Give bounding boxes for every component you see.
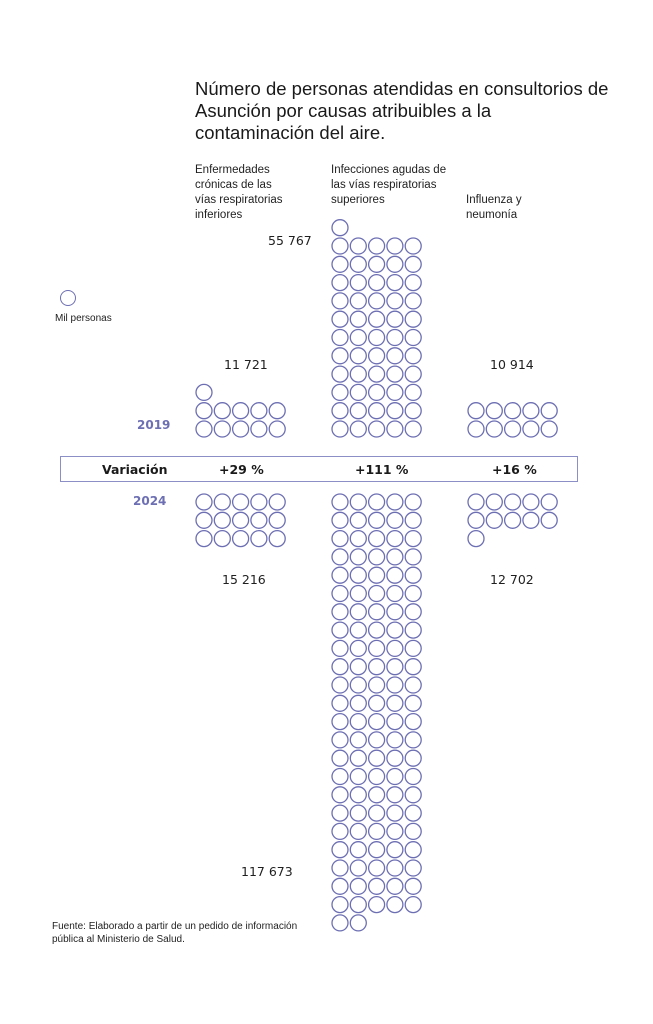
dot-2019-inferiores-6 xyxy=(196,403,212,419)
dot-2019-superiores-23 xyxy=(369,348,385,364)
variation-influenza: +16 % xyxy=(492,462,537,477)
dot-2019-superiores-26 xyxy=(332,330,348,346)
dot-2019-inferiores-1 xyxy=(196,421,212,437)
value-2019-superiores: 55 767 xyxy=(268,233,312,248)
dot-2024-inferiores-15 xyxy=(269,531,285,547)
dot-2019-influenza-2 xyxy=(486,421,502,437)
dot-2024-superiores-46 xyxy=(332,659,348,675)
dot-2024-superiores-103 xyxy=(369,860,385,876)
dot-2019-superiores-16 xyxy=(332,366,348,382)
dot-2024-superiores-74 xyxy=(387,750,403,766)
dot-2024-superiores-16 xyxy=(332,549,348,565)
dot-2024-superiores-9 xyxy=(387,512,403,528)
dot-2019-superiores-51 xyxy=(332,238,348,254)
dot-2019-influenza-4 xyxy=(523,421,539,437)
dot-2024-superiores-93 xyxy=(369,823,385,839)
dot-2019-superiores-34 xyxy=(387,311,403,327)
dot-2024-superiores-47 xyxy=(350,659,366,675)
dot-2024-superiores-40 xyxy=(405,622,421,638)
dot-2024-superiores-79 xyxy=(387,769,403,785)
dot-2024-superiores-90 xyxy=(405,805,421,821)
dot-2019-superiores-12 xyxy=(350,384,366,400)
dot-2024-superiores-13 xyxy=(369,531,385,547)
dot-2024-influenza-1 xyxy=(468,494,484,510)
dot-2024-superiores-80 xyxy=(405,769,421,785)
dot-2019-superiores-17 xyxy=(350,366,366,382)
dot-2019-inferiores-9 xyxy=(251,403,267,419)
dot-2019-inferiores-8 xyxy=(233,403,249,419)
dot-2024-influenza-11 xyxy=(468,531,484,547)
dot-2019-superiores-24 xyxy=(387,348,403,364)
category-label-influenza: Influenza y neumonía xyxy=(466,194,522,221)
dot-2019-superiores-19 xyxy=(387,366,403,382)
dot-2019-superiores-49 xyxy=(387,256,403,272)
dot-2019-superiores-47 xyxy=(350,256,366,272)
dot-2024-superiores-100 xyxy=(405,842,421,858)
dot-2019-superiores-15 xyxy=(405,384,421,400)
dot-2024-influenza-7 xyxy=(486,512,502,528)
category-label-superiores: Infecciones agudas de las vías respiratorias superiores xyxy=(331,164,447,206)
dot-2024-superiores-66 xyxy=(332,732,348,748)
dot-2024-superiores-111 xyxy=(332,897,348,913)
dot-2019-superiores-20 xyxy=(405,366,421,382)
dot-2024-superiores-12 xyxy=(350,531,366,547)
dot-2024-superiores-99 xyxy=(387,842,403,858)
dot-2019-influenza-3 xyxy=(505,421,521,437)
dot-2024-superiores-42 xyxy=(350,640,366,656)
dot-2024-superiores-107 xyxy=(350,878,366,894)
dot-2024-superiores-62 xyxy=(350,714,366,730)
dot-2019-superiores-35 xyxy=(405,311,421,327)
dot-2024-inferiores-9 xyxy=(251,512,267,528)
dot-2024-superiores-73 xyxy=(369,750,385,766)
dot-2024-superiores-56 xyxy=(332,695,348,711)
dot-2024-superiores-115 xyxy=(405,897,421,913)
dot-2024-superiores-43 xyxy=(369,640,385,656)
dot-2024-influenza-6 xyxy=(468,512,484,528)
dot-2024-superiores-81 xyxy=(332,787,348,803)
dot-2024-superiores-49 xyxy=(387,659,403,675)
dot-2024-superiores-38 xyxy=(369,622,385,638)
dot-2024-superiores-44 xyxy=(387,640,403,656)
dot-2019-inferiores-5 xyxy=(269,421,285,437)
dot-2024-superiores-64 xyxy=(387,714,403,730)
dot-2024-superiores-59 xyxy=(387,695,403,711)
dot-2019-superiores-27 xyxy=(350,330,366,346)
dot-2024-superiores-4 xyxy=(387,494,403,510)
value-2019-influenza: 10 914 xyxy=(490,357,534,372)
dot-2019-superiores-50 xyxy=(405,256,421,272)
dot-2024-superiores-8 xyxy=(369,512,385,528)
dot-2024-superiores-5 xyxy=(405,494,421,510)
year-label-2019: 2019 xyxy=(137,418,171,432)
dot-2024-superiores-114 xyxy=(387,897,403,913)
dot-2019-influenza-1 xyxy=(468,421,484,437)
dot-2024-superiores-48 xyxy=(369,659,385,675)
dot-2019-superiores-52 xyxy=(350,238,366,254)
dot-2024-superiores-50 xyxy=(405,659,421,675)
dot-2024-superiores-6 xyxy=(332,512,348,528)
dot-2024-superiores-89 xyxy=(387,805,403,821)
dot-2019-superiores-10 xyxy=(405,403,421,419)
dot-2024-superiores-34 xyxy=(387,604,403,620)
dot-2019-superiores-21 xyxy=(332,348,348,364)
variation-superiores: +111 % xyxy=(355,462,409,477)
dot-2024-superiores-1 xyxy=(332,494,348,510)
dot-2024-inferiores-3 xyxy=(233,494,249,510)
dot-2024-inferiores-8 xyxy=(233,512,249,528)
variation-label: Variación xyxy=(102,462,168,477)
dot-2024-superiores-75 xyxy=(405,750,421,766)
dot-2024-superiores-67 xyxy=(350,732,366,748)
dot-2024-superiores-87 xyxy=(350,805,366,821)
dot-2024-superiores-117 xyxy=(350,915,366,931)
dot-2024-superiores-20 xyxy=(405,549,421,565)
chart-title: Número de personas atendidas en consultorios de Asunción por causas atribuibles a la contaminación del aire. xyxy=(195,78,609,143)
dot-2019-superiores-42 xyxy=(350,275,366,291)
dot-2024-influenza-2 xyxy=(486,494,502,510)
value-2019-inferiores: 11 721 xyxy=(224,357,268,372)
dot-2024-superiores-25 xyxy=(405,567,421,583)
dot-2024-inferiores-6 xyxy=(196,512,212,528)
dot-2019-superiores-13 xyxy=(369,384,385,400)
dot-2019-influenza-6 xyxy=(468,403,484,419)
dot-2019-superiores-32 xyxy=(350,311,366,327)
dot-2024-superiores-91 xyxy=(332,823,348,839)
dot-2024-inferiores-14 xyxy=(251,531,267,547)
dot-2019-superiores-43 xyxy=(369,275,385,291)
dot-2019-superiores-53 xyxy=(369,238,385,254)
source-note: Fuente: Elaborado a partir de un pedido de información pública al Ministerio de Salud. xyxy=(52,921,298,945)
dot-2019-superiores-18 xyxy=(369,366,385,382)
dot-2024-superiores-116 xyxy=(332,915,348,931)
dot-2019-superiores-37 xyxy=(350,293,366,309)
legend-label: Mil personas xyxy=(55,313,112,324)
dot-2024-superiores-11 xyxy=(332,531,348,547)
dot-2024-superiores-28 xyxy=(369,586,385,602)
dot-2024-superiores-22 xyxy=(350,567,366,583)
dot-2024-superiores-35 xyxy=(405,604,421,620)
dot-2024-superiores-19 xyxy=(387,549,403,565)
dot-2024-inferiores-12 xyxy=(214,531,230,547)
dot-2019-superiores-39 xyxy=(387,293,403,309)
dot-2019-superiores-33 xyxy=(369,311,385,327)
dot-2019-superiores-44 xyxy=(387,275,403,291)
dot-2024-superiores-63 xyxy=(369,714,385,730)
dot-2019-superiores-11 xyxy=(332,384,348,400)
dot-2019-superiores-54 xyxy=(387,238,403,254)
dot-2024-superiores-105 xyxy=(405,860,421,876)
dot-2024-superiores-29 xyxy=(387,586,403,602)
dot-2024-superiores-15 xyxy=(405,531,421,547)
dot-2024-superiores-95 xyxy=(405,823,421,839)
category-label-inferiores: Enfermedades crónicas de las vías respiratorias inferiores xyxy=(195,164,283,221)
dot-2019-superiores-41 xyxy=(332,275,348,291)
dot-2024-superiores-72 xyxy=(350,750,366,766)
dot-2024-superiores-108 xyxy=(369,878,385,894)
dot-2024-superiores-51 xyxy=(332,677,348,693)
dot-2024-superiores-39 xyxy=(387,622,403,638)
dot-2019-inferiores-11 xyxy=(196,384,212,400)
dot-2024-superiores-26 xyxy=(332,586,348,602)
dot-2024-superiores-101 xyxy=(332,860,348,876)
dot-2019-influenza-10 xyxy=(541,403,557,419)
dot-2024-superiores-10 xyxy=(405,512,421,528)
dot-2024-superiores-21 xyxy=(332,567,348,583)
dot-2024-influenza-10 xyxy=(541,512,557,528)
dot-2019-inferiores-7 xyxy=(214,403,230,419)
dot-2024-inferiores-10 xyxy=(269,512,285,528)
dot-2019-superiores-3 xyxy=(369,421,385,437)
dot-2019-superiores-30 xyxy=(405,330,421,346)
dot-2019-superiores-28 xyxy=(369,330,385,346)
dot-2019-superiores-22 xyxy=(350,348,366,364)
dot-2024-superiores-110 xyxy=(405,878,421,894)
dot-2024-influenza-9 xyxy=(523,512,539,528)
dot-2024-superiores-68 xyxy=(369,732,385,748)
dot-2019-superiores-4 xyxy=(387,421,403,437)
dot-2024-superiores-113 xyxy=(369,897,385,913)
dot-2019-influenza-9 xyxy=(523,403,539,419)
year-label-2024: 2024 xyxy=(133,494,167,508)
dot-2024-superiores-18 xyxy=(369,549,385,565)
dot-2024-inferiores-1 xyxy=(196,494,212,510)
dot-2024-superiores-55 xyxy=(405,677,421,693)
dot-2024-superiores-57 xyxy=(350,695,366,711)
dot-2024-inferiores-2 xyxy=(214,494,230,510)
dot-2024-superiores-3 xyxy=(369,494,385,510)
dot-2019-superiores-8 xyxy=(369,403,385,419)
dot-2024-superiores-65 xyxy=(405,714,421,730)
dot-2024-superiores-85 xyxy=(405,787,421,803)
dot-2024-superiores-24 xyxy=(387,567,403,583)
dot-2019-superiores-5 xyxy=(405,421,421,437)
dot-2024-superiores-37 xyxy=(350,622,366,638)
dot-2024-superiores-45 xyxy=(405,640,421,656)
dot-2024-superiores-23 xyxy=(369,567,385,583)
value-2024-superiores: 117 673 xyxy=(241,864,293,879)
dot-2019-inferiores-2 xyxy=(214,421,230,437)
dot-2019-superiores-25 xyxy=(405,348,421,364)
dot-2019-inferiores-4 xyxy=(251,421,267,437)
dot-2019-influenza-8 xyxy=(505,403,521,419)
dot-2019-superiores-29 xyxy=(387,330,403,346)
dot-2024-superiores-88 xyxy=(369,805,385,821)
dot-2024-superiores-36 xyxy=(332,622,348,638)
dot-2024-superiores-52 xyxy=(350,677,366,693)
dot-2024-superiores-33 xyxy=(369,604,385,620)
dot-2024-superiores-60 xyxy=(405,695,421,711)
dot-2024-inferiores-4 xyxy=(251,494,267,510)
dot-2019-superiores-48 xyxy=(369,256,385,272)
dot-2024-superiores-17 xyxy=(350,549,366,565)
dot-2024-inferiores-7 xyxy=(214,512,230,528)
dot-2019-superiores-1 xyxy=(332,421,348,437)
dot-2019-superiores-56 xyxy=(332,220,348,236)
dot-2019-superiores-36 xyxy=(332,293,348,309)
dot-2019-superiores-9 xyxy=(387,403,403,419)
dot-2019-influenza-7 xyxy=(486,403,502,419)
dot-2024-superiores-86 xyxy=(332,805,348,821)
dot-2024-superiores-69 xyxy=(387,732,403,748)
dot-2024-superiores-96 xyxy=(332,842,348,858)
dot-2019-inferiores-10 xyxy=(269,403,285,419)
dot-2024-superiores-27 xyxy=(350,586,366,602)
dot-2019-superiores-45 xyxy=(405,275,421,291)
dot-2019-superiores-46 xyxy=(332,256,348,272)
dot-2019-superiores-2 xyxy=(350,421,366,437)
dot-2024-superiores-32 xyxy=(350,604,366,620)
dot-2019-superiores-38 xyxy=(369,293,385,309)
dot-2024-superiores-71 xyxy=(332,750,348,766)
dot-2024-influenza-5 xyxy=(541,494,557,510)
dot-2024-superiores-7 xyxy=(350,512,366,528)
dot-2024-influenza-4 xyxy=(523,494,539,510)
variation-inferiores: +29 % xyxy=(219,462,264,477)
dot-2024-superiores-102 xyxy=(350,860,366,876)
dot-2024-superiores-98 xyxy=(369,842,385,858)
dot-2024-superiores-54 xyxy=(387,677,403,693)
dot-2019-inferiores-3 xyxy=(233,421,249,437)
dot-2024-influenza-3 xyxy=(505,494,521,510)
dot-2024-inferiores-11 xyxy=(196,531,212,547)
dot-2024-superiores-41 xyxy=(332,640,348,656)
dot-2019-superiores-55 xyxy=(405,238,421,254)
dot-2024-superiores-77 xyxy=(350,769,366,785)
dot-2024-inferiores-13 xyxy=(233,531,249,547)
dot-2024-superiores-109 xyxy=(387,878,403,894)
dot-2024-superiores-97 xyxy=(350,842,366,858)
dot-2024-superiores-104 xyxy=(387,860,403,876)
dot-2024-superiores-70 xyxy=(405,732,421,748)
dot-2024-superiores-61 xyxy=(332,714,348,730)
dot-2024-superiores-82 xyxy=(350,787,366,803)
dot-2024-superiores-94 xyxy=(387,823,403,839)
dot-2019-superiores-31 xyxy=(332,311,348,327)
dot-2024-superiores-76 xyxy=(332,769,348,785)
dot-2024-superiores-31 xyxy=(332,604,348,620)
dot-2019-superiores-6 xyxy=(332,403,348,419)
dot-2019-superiores-14 xyxy=(387,384,403,400)
dot-2024-influenza-8 xyxy=(505,512,521,528)
dot-2024-superiores-78 xyxy=(369,769,385,785)
dot-2019-influenza-5 xyxy=(541,421,557,437)
value-2024-inferiores: 15 216 xyxy=(222,572,266,587)
dot-2024-inferiores-5 xyxy=(269,494,285,510)
dot-2024-superiores-84 xyxy=(387,787,403,803)
dot-2024-superiores-106 xyxy=(332,878,348,894)
dot-2024-superiores-30 xyxy=(405,586,421,602)
dot-2024-superiores-83 xyxy=(369,787,385,803)
dot-2024-superiores-14 xyxy=(387,531,403,547)
dot-2019-superiores-7 xyxy=(350,403,366,419)
dot-2024-superiores-112 xyxy=(350,897,366,913)
value-2024-influenza: 12 702 xyxy=(490,572,534,587)
dot-2024-superiores-53 xyxy=(369,677,385,693)
dot-2024-superiores-2 xyxy=(350,494,366,510)
dot-2019-superiores-40 xyxy=(405,293,421,309)
dot-2024-superiores-58 xyxy=(369,695,385,711)
dot-2024-superiores-92 xyxy=(350,823,366,839)
